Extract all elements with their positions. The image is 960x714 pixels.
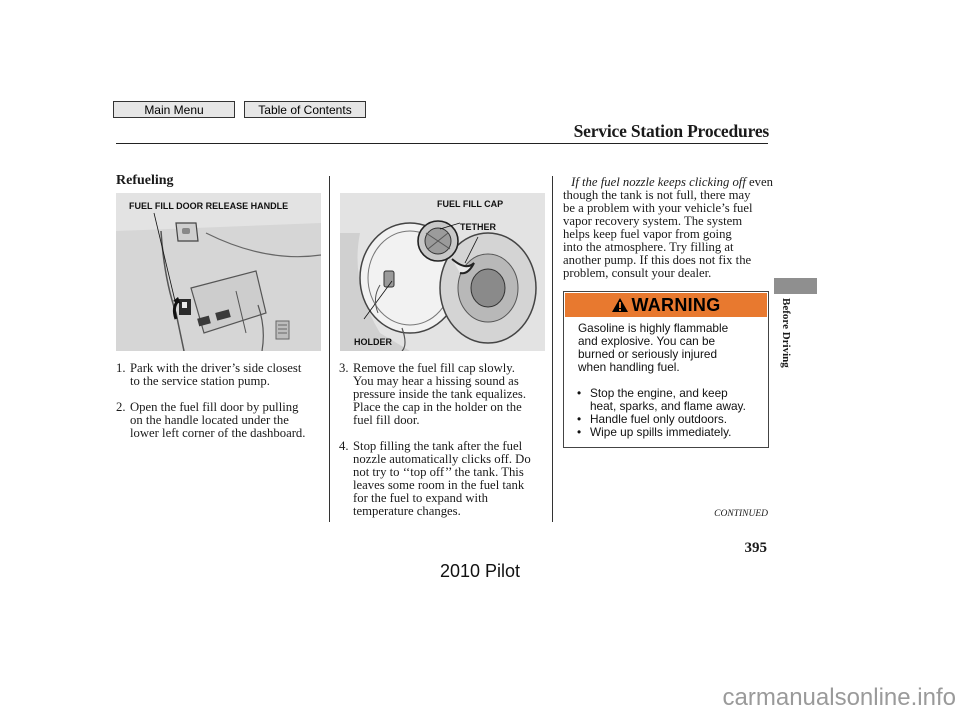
step-number: 2. — [116, 400, 126, 414]
step-text-line: leaves some room in the fuel tank — [353, 478, 525, 492]
bullet-icon: • — [577, 425, 582, 439]
note-line: helps keep fuel vapor from going — [563, 227, 732, 241]
step-text-line: Remove the fuel fill cap slowly. — [353, 361, 515, 375]
step-text-line: temperature changes. — [353, 504, 461, 518]
note-line: problem, consult your dealer. — [563, 266, 712, 280]
warning-bullet-list — [574, 387, 766, 439]
dashboard-illustration — [116, 193, 321, 351]
chapter-tab-marker — [774, 278, 817, 294]
title-divider — [116, 143, 768, 144]
fuel-fill-cap-label: FUEL FILL CAP — [437, 199, 504, 209]
step-number: 3. — [339, 361, 349, 375]
warning-intro — [578, 322, 766, 374]
warning-header — [565, 293, 767, 317]
warning-bullet-line: Wipe up spills immediately. — [590, 425, 732, 439]
section-heading: Refueling — [116, 173, 174, 188]
model-footer: 2010 Pilot — [439, 561, 521, 581]
warning-title: WARNING — [631, 295, 721, 315]
chapter-tab-label: Before Driving — [780, 298, 792, 368]
step-text-line: fuel fill door. — [353, 413, 420, 427]
bullet-icon: • — [577, 412, 582, 426]
column-divider-left — [329, 176, 330, 522]
main-menu-button[interactable]: Main Menu — [113, 101, 235, 118]
note-line: another pump. If this does not fix the — [563, 253, 752, 267]
note-line: vapor recovery system. The system — [563, 214, 743, 228]
step-text-line: Park with the driver’s side closest — [130, 361, 302, 375]
note-line: be a problem with your vehicle’s fuel — [563, 201, 753, 215]
warning-line: when handling fuel. — [578, 360, 680, 374]
continued-label: CONTINUED — [714, 509, 768, 519]
fuel-nozzle-note — [563, 176, 773, 280]
column-divider-right — [552, 176, 553, 522]
fuel-door-release-handle-label: FUEL FILL DOOR RELEASE HANDLE — [129, 201, 289, 211]
warning-triangle-icon — [611, 297, 629, 313]
note-line: though the tank is not full, there may — [563, 188, 751, 202]
site-watermark: carmanualsonline.info — [722, 684, 956, 711]
step-text-line: nozzle automatically clicks off. Do — [353, 452, 531, 466]
step-text-line: You may hear a hissing sound as — [353, 374, 519, 388]
step-text-line: Place the cap in the holder on the — [353, 400, 522, 414]
warning-line: and explosive. You can be — [578, 334, 716, 348]
bullet-icon: • — [577, 386, 582, 400]
warning-bullet — [574, 426, 766, 439]
warning-line: Gasoline is highly flammable — [578, 321, 729, 335]
step-text-line: Stop filling the tank after the fuel — [353, 439, 523, 453]
step-text-line: not try to ‘‘top off’’ the tank. This — [353, 465, 524, 479]
fuel-fill-cap-figure — [340, 193, 545, 351]
note-line: into the atmosphere. Try filling at — [563, 240, 734, 254]
warning-bullet-line: heat, sparks, and flame away. — [590, 399, 746, 413]
warning-bullet-line: Handle fuel only outdoors. — [590, 412, 728, 426]
step-number: 1. — [116, 361, 126, 375]
tether-label: TETHER — [460, 222, 496, 232]
step-text-line: Open the fuel fill door by pulling — [130, 400, 299, 414]
step-text-line: to the service station pump. — [130, 374, 270, 388]
table-of-contents-button[interactable]: Table of Contents — [244, 101, 366, 118]
page-number: 395 — [744, 540, 767, 556]
note-first-line-rest: even — [745, 175, 773, 189]
note-italic-lead: If the fuel nozzle keeps clicking off — [571, 175, 746, 189]
step-text-line: on the handle located under the — [130, 413, 289, 427]
step-text-line: lower left corner of the dashboard. — [130, 426, 306, 440]
fuel-cap-illustration — [340, 193, 545, 351]
warning-box — [563, 291, 769, 448]
step-number: 4. — [339, 439, 349, 453]
step-text-line: for the fuel to expand with — [353, 491, 488, 505]
warning-bullet-line: Stop the engine, and keep — [590, 386, 728, 400]
warning-line: burned or seriously injured — [578, 347, 718, 361]
fuel-door-release-figure — [116, 193, 321, 351]
step-text-line: pressure inside the tank equalizes. — [353, 387, 526, 401]
page-title: Service Station Procedures — [573, 121, 769, 141]
holder-label: HOLDER — [354, 337, 392, 347]
warning-bullet — [574, 387, 766, 413]
